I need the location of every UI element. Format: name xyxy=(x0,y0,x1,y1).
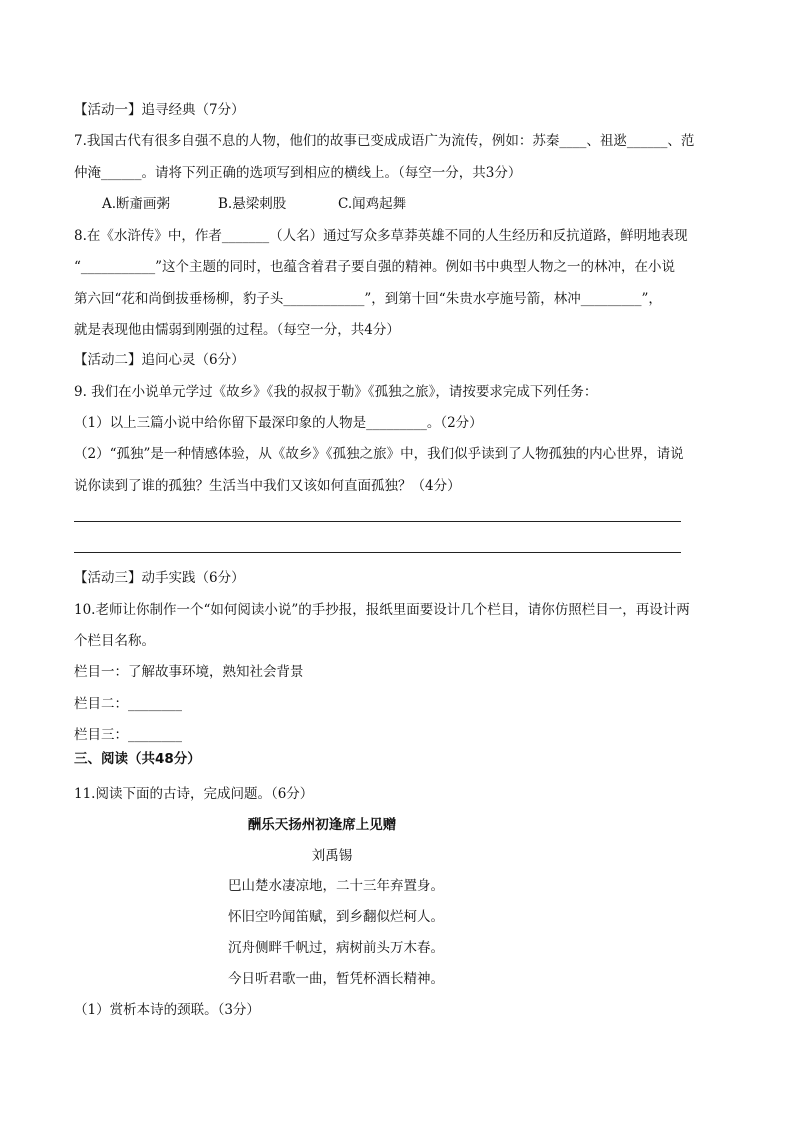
q9-sub1: （1）以上三篇小说中给你留下最深印象的人物是_________。（2分） xyxy=(74,415,483,431)
poem-line-2: 怀旧空吟闻笛赋，到乡翻似烂柯人。 xyxy=(228,909,444,925)
q7-text-line2: 仲淹______。请将下列正确的选项写到相应的横线上。（每空一分，共3分） xyxy=(74,165,522,181)
q7-option-b: B.悬梁刺股 xyxy=(218,196,287,212)
q7-text-line1: 7.我国古代有很多自强不息的人物，他们的故事已变成成语广为流传，例如：苏秦____、祖逖______、范 xyxy=(74,133,695,149)
q10-text-line1: 10.老师让你制作一个“如何阅读小说”的手抄报，报纸里面要设计几个栏目，请你仿照栏目一，再设计两 xyxy=(74,602,690,618)
q7-option-a: A.断齑画粥 xyxy=(102,196,171,212)
reading-section-heading: 三、阅读（共48分） xyxy=(74,751,201,767)
activity1-heading: 【活动一】追寻经典（7分） xyxy=(74,102,245,118)
activity2-heading: 【活动二】追问心灵（6分） xyxy=(74,352,245,368)
q9-text-line1: 9. 我们在小说单元学过《故乡》《我的叔叔于勒》《孤独之旅》，请按要求完成下列任务： xyxy=(74,384,598,400)
column-three: 栏目三：________ xyxy=(74,727,182,743)
q11-sub1: （1）赏析本诗的颈联。（3分） xyxy=(74,1002,260,1018)
q7-option-c: C.闻鸡起舞 xyxy=(338,196,407,212)
q11-text: 11.阅读下面的古诗，完成问题。（6分） xyxy=(74,786,314,802)
q8-text-line1: 8.在《水浒传》中，作者_______（人名）通过写众多草莽英雄不同的人生经历和反抗道路，鲜明地表现 xyxy=(74,228,688,244)
poem-line-3: 沉舟侧畔千帆过，病树前头万木春。 xyxy=(228,940,444,956)
poem-author: 刘禹锡 xyxy=(311,848,353,864)
activity3-heading: 【活动三】动手实践（6分） xyxy=(74,570,245,586)
answer-line-2[interactable] xyxy=(74,552,681,553)
q9-sub2-line2: 说你读到了谁的孤独？生活当中我们又该如何直面孤独？（4分） xyxy=(74,478,461,494)
column-one: 栏目一：了解故事环境，熟知社会背景 xyxy=(74,664,304,680)
q8-text-line3: 第六回“花和尚倒拔垂杨柳，豹子头____________”，到第十回“朱贵水亭施号箭，林冲_________”， xyxy=(74,291,662,307)
answer-line-1[interactable] xyxy=(74,521,681,522)
column-two: 栏目二：________ xyxy=(74,696,182,712)
poem-title: 酬乐天扬州初逢席上见赠 xyxy=(247,817,397,833)
poem-line-4: 今日听君歌一曲，暂凭杯酒长精神。 xyxy=(228,971,444,987)
q8-text-line2: “___________”这个主题的同时，也蕴含着君子要自强的精神。例如书中典型人物之一的林冲，在小说 xyxy=(74,259,676,275)
q9-sub2-line1: （2）“孤独”是一种情感体验，从《故乡》《孤独之旅》中，我们似乎读到了人物孤独的内心世界，请说 xyxy=(74,446,684,462)
q10-text-line2: 个栏目名称。 xyxy=(74,633,155,649)
q8-text-line4: 就是表现他由懦弱到刚强的过程。（每空一分，共4分） xyxy=(74,322,400,338)
poem-line-1: 巴山楚水凄凉地，二十三年弃置身。 xyxy=(228,878,444,894)
